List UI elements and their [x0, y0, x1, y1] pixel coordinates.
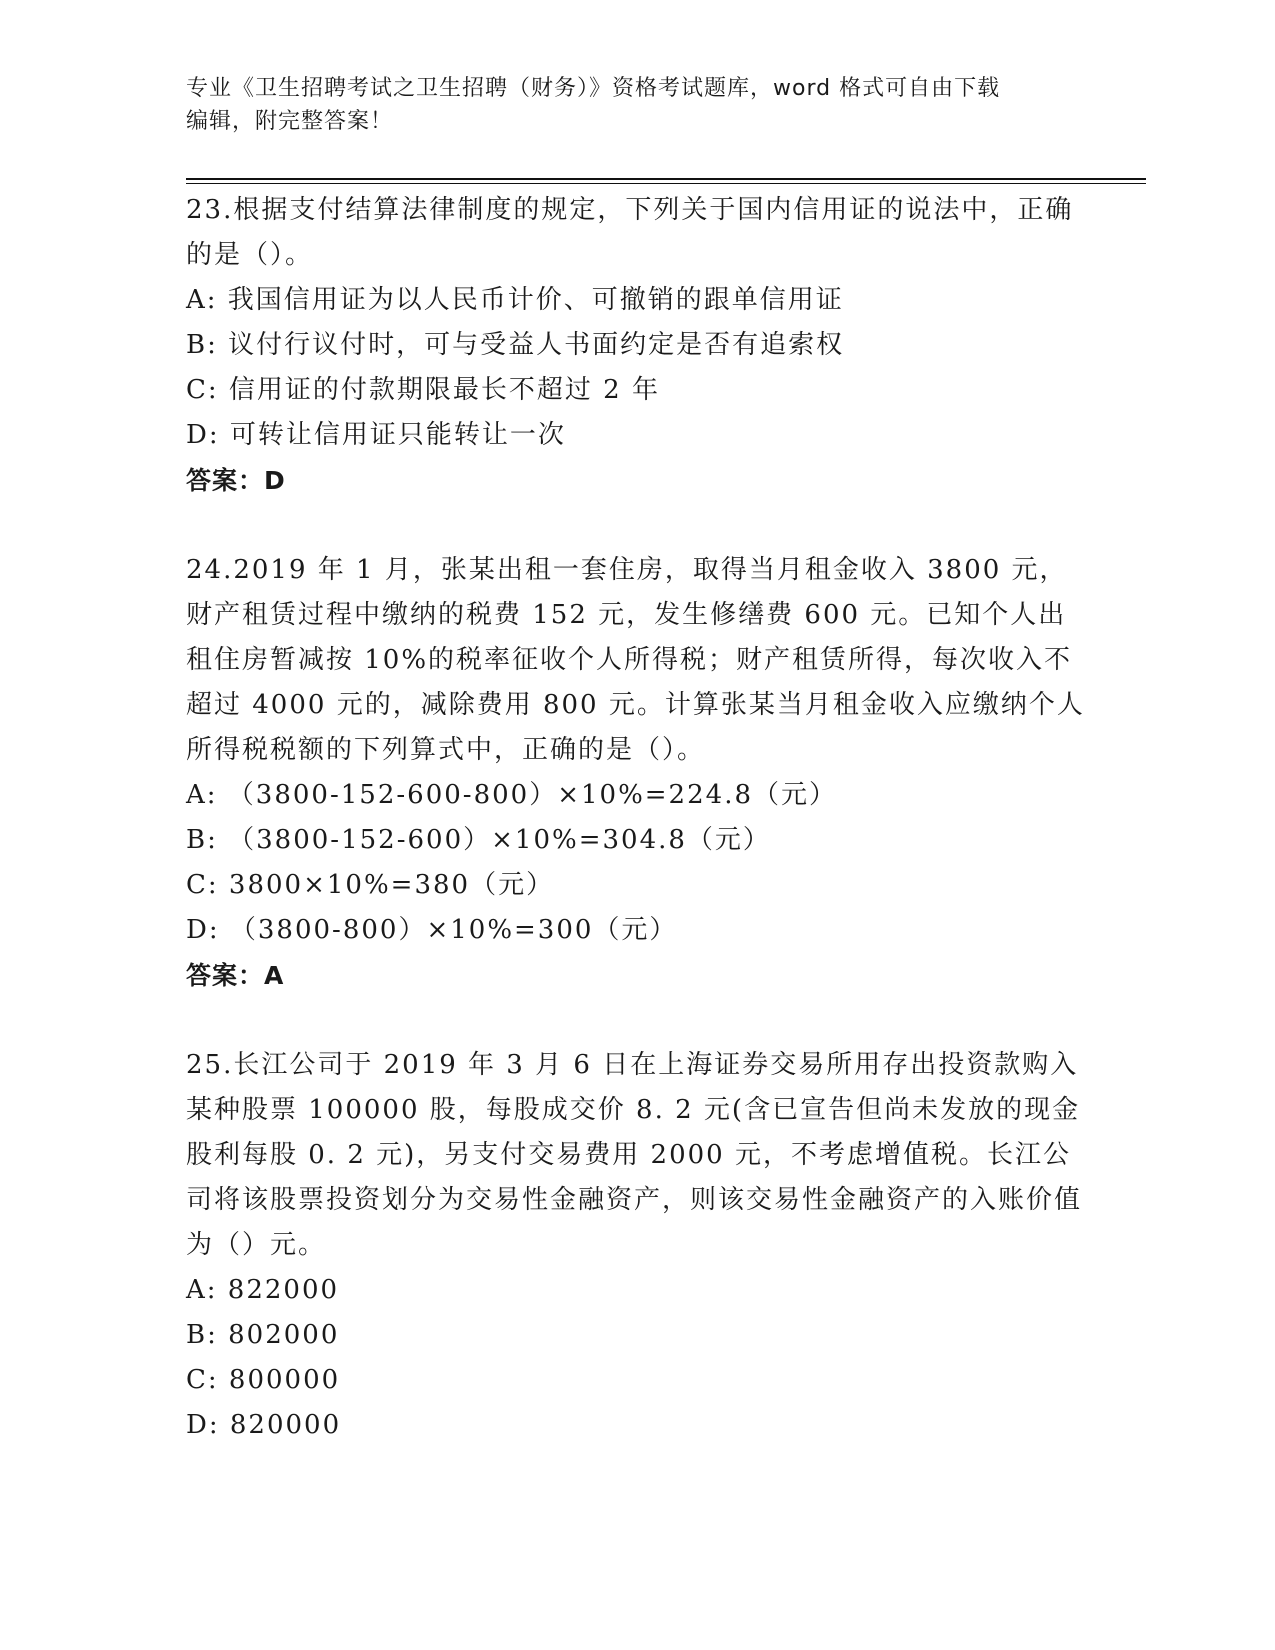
option-b: B: 802000: [186, 1320, 340, 1350]
option-d: D: 可转让信用证只能转让一次: [186, 420, 566, 450]
option-b: B: 议付行议付时，可与受益人书面约定是否有追索权: [186, 330, 845, 360]
question-24: [186, 548, 1086, 998]
option-d: D: 820000: [186, 1410, 342, 1440]
option-a: A: （3800-152-600-800）×10%=224.8（元）: [186, 780, 837, 810]
option-a: A: 822000: [186, 1275, 340, 1305]
answer-label: 答案：A: [186, 961, 285, 990]
question-23: [186, 188, 1086, 503]
header-line-2: 编辑，附完整答案！: [186, 109, 394, 134]
question-list: [186, 188, 1086, 1493]
header-divider: [186, 178, 1146, 184]
option-d: D: （3800-800）×10%=300（元）: [186, 915, 678, 945]
answer-label: 答案：D: [186, 466, 286, 495]
option-c: C: 信用证的付款期限最长不超过 2 年: [186, 375, 660, 405]
option-c: C: 3800×10%=380（元）: [186, 870, 555, 900]
header-line-1: 专业《卫生招聘考试之卫生招聘（财务）》资格考试题库，word 格式可自由下载: [186, 76, 1001, 101]
question-stem: 23.根据支付结算法律制度的规定，下列关于国内信用证的说法中，正确的是（）。: [186, 195, 1074, 270]
option-a: A: 我国信用证为以人民币计价、可撤销的跟单信用证: [186, 285, 844, 315]
question-stem: 24.2019 年 1 月，张某出租一套住房，取得当月租金收入 3800 元，财产租赁过程中缴纳的税费 152 元，发生修缮费 600 元。已知个人出租住房暂减按 10%的税率征收个人所得税；财产租赁所得，每次收入不超过 4000 元的，减除费用 800 元。计算张某当月租金收入应缴纳个人所得税税额的下列算式中，正确的是（）。: [186, 555, 1085, 765]
question-stem: 25.长江公司于 2019 年 3 月 6 日在上海证券交易所用存出投资款购入某种股票 100000 股，每股成交价 8. 2 元(含已宣告但尚未发放的现金股利每股 0. 2 元)，另支付交易费用 2000 元，不考虑增值税。长江公司将该股票投资划分为交易性金融资产，则该交易性金融资产的入账价值为（）元。: [186, 1050, 1083, 1260]
option-c: C: 800000: [186, 1365, 341, 1395]
document-header: [186, 72, 1066, 138]
question-25: [186, 1043, 1086, 1448]
option-b: B: （3800-152-600）×10%=304.8（元）: [186, 825, 771, 855]
